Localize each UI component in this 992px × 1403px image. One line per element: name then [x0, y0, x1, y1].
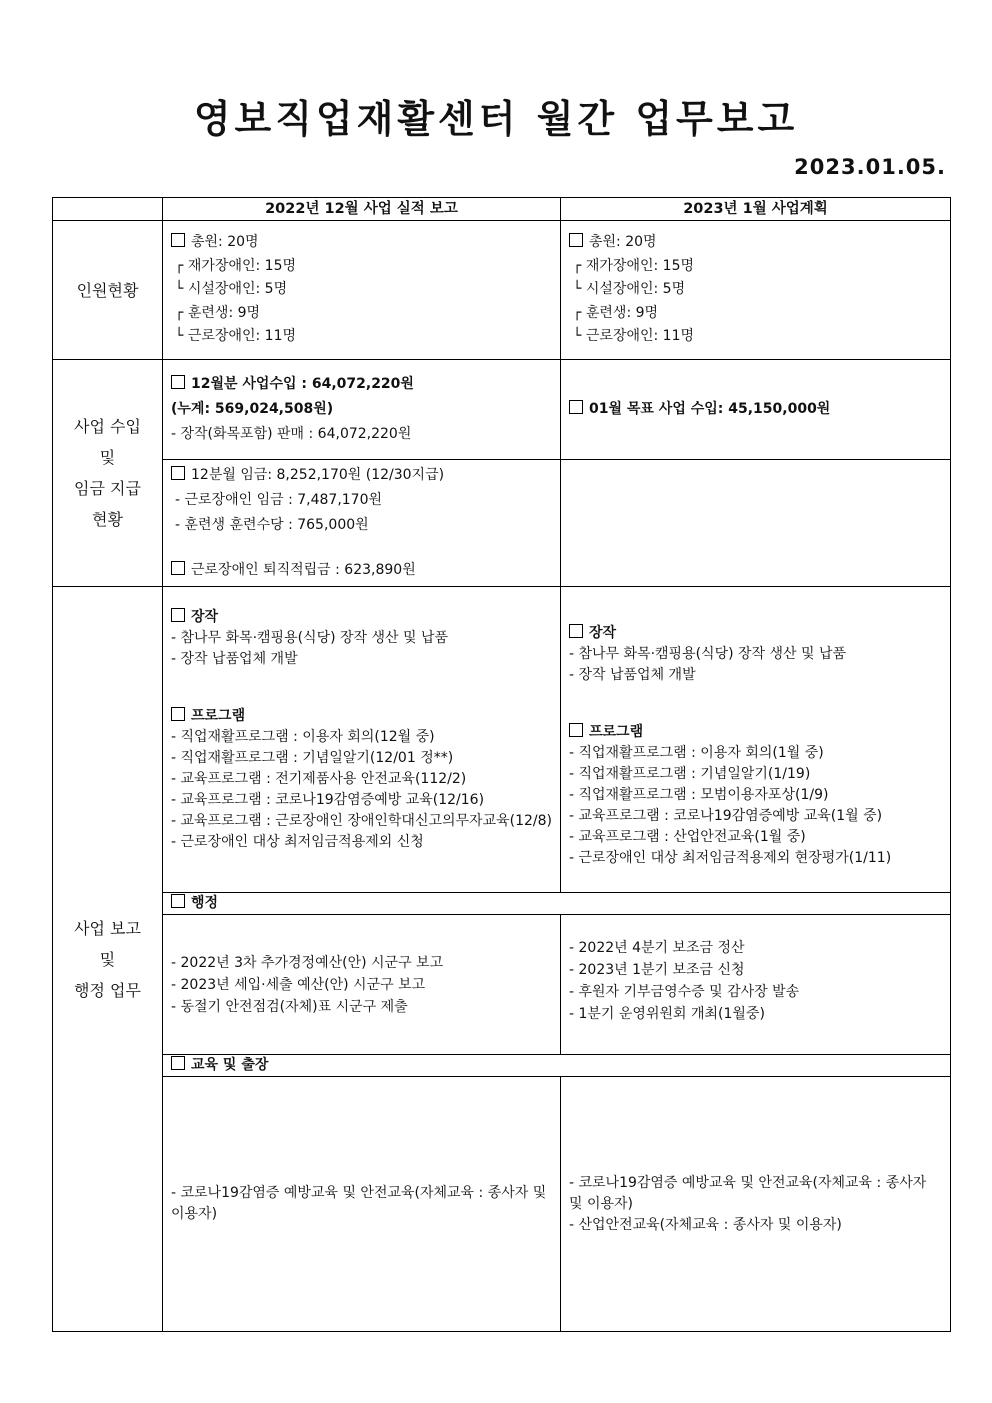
- report-table: [52, 197, 951, 1332]
- edu-title: 교육 및 출장: [191, 1057, 269, 1073]
- revenue-wage-row: [53, 460, 951, 587]
- program-item: - 교육프로그램 : 코로나19감염증예방 교육(1월 중): [569, 808, 883, 824]
- staff-plan-worker: └ 근로장애인: 11명: [573, 328, 695, 345]
- revenue-income-plan-cell: [561, 360, 951, 460]
- revenue-label: [53, 360, 163, 587]
- checkbox-icon: [171, 233, 185, 247]
- program-item: - 교육프로그램 : 근로장애인 장애인학대신고의무자교육(12/8): [171, 813, 552, 829]
- edu-item: - 산업안전교육(자체교육 : 종사자 및 이용자): [569, 1216, 842, 1233]
- program-item: - 직업재활프로그램 : 이용자 회의(12월 중): [171, 729, 435, 745]
- admin-item: - 2023년 1분기 보조금 신청: [569, 962, 745, 978]
- checkbox-icon: [569, 723, 583, 737]
- checkbox-icon: [171, 466, 185, 480]
- staff-report-home: ┌ 재가장애인: 15명: [175, 257, 297, 274]
- checkbox-icon: [171, 561, 185, 575]
- retirement-fund: 근로장애인 퇴직적립금 : 623,890원: [191, 562, 416, 578]
- admin-item: - 2022년 4분기 보조금 정산: [569, 940, 745, 956]
- revenue-label-line: 사업 수입: [74, 417, 141, 436]
- wage-trainee: - 훈련생 훈련수당 : 765,000원: [175, 517, 369, 533]
- admin-item: - 2023년 세입·세출 예산(안) 시군구 보고: [171, 976, 426, 993]
- staff-report-total: 총원: 20명: [191, 234, 259, 251]
- wage-total: 12분월 임금: 8,252,170원 (12/30지급): [191, 467, 445, 483]
- staff-report-facility: └ 시설장애인: 5명: [175, 281, 288, 298]
- revenue-wage-report-cell: [163, 460, 561, 587]
- header-empty: [53, 198, 163, 221]
- admin-header-row: [53, 893, 951, 915]
- staff-row: [53, 221, 951, 360]
- staff-report-cell: [163, 221, 561, 360]
- report-date: 2023.01.05.: [794, 155, 946, 179]
- staff-plan-home: ┌ 재가장애인: 15명: [573, 257, 695, 274]
- program-item: - 직업재활프로그램 : 기념일알기(12/01 정**): [171, 750, 454, 766]
- income-target: 01월 목표 사업 수입: 45,150,000원: [589, 401, 831, 417]
- income-total: 12월분 사업수입 : 64,072,220원: [191, 376, 414, 392]
- program-title: 프로그램: [589, 724, 644, 740]
- business-report-cell: [163, 587, 561, 893]
- checkbox-icon: [569, 233, 583, 247]
- header-plan: 2023년 1월 사업계획: [561, 198, 951, 221]
- revenue-label-line: 및: [99, 448, 116, 467]
- program-item: - 근로장애인 대상 최저임금적용제외 현장평가(1/11): [569, 850, 892, 866]
- business-label-line: 행정 업무: [74, 980, 141, 1000]
- admin-item: - 후원자 기부금영수증 및 감사장 발송: [569, 984, 800, 1000]
- staff-plan-trainee: ┌ 훈련생: 9명: [573, 304, 659, 321]
- admin-plan-cell: [561, 915, 951, 1055]
- revenue-income-report-cell: [163, 360, 561, 460]
- admin-row: [53, 915, 951, 1055]
- firewood-item: - 장작 납품업체 개발: [171, 651, 298, 667]
- edu-header-row: [53, 1055, 951, 1077]
- checkbox-icon: [171, 1056, 185, 1070]
- program-item: - 교육프로그램 : 코로나19감염증예방 교육(12/16): [171, 792, 485, 808]
- firewood-title: 장작: [191, 609, 219, 625]
- admin-item: - 2022년 3차 추가경정예산(안) 시군구 보고: [171, 954, 444, 971]
- firewood-title: 장작: [589, 625, 617, 641]
- staff-plan-total: 총원: 20명: [589, 234, 657, 251]
- page-title: 영보직업재활센터 월간 업무보고: [193, 96, 799, 141]
- checkbox-icon: [569, 624, 583, 638]
- business-plan-cell: [561, 587, 951, 893]
- business-label-line: 및: [99, 949, 116, 969]
- wage-worker: - 근로장애인 임금 : 7,487,170원: [175, 492, 383, 508]
- revenue-label-line: 현황: [92, 510, 123, 529]
- checkbox-icon: [171, 375, 185, 389]
- staff-label: 인원현황: [53, 221, 163, 360]
- edu-item: - 코로나19감염증 예방교육 및 안전교육(자체교육 : 종사자 및 이용자): [171, 1185, 547, 1222]
- admin-item: - 동절기 안전점검(자체)표 시군구 제출: [171, 998, 408, 1015]
- admin-item: - 1분기 운영위원회 개최(1월중): [569, 1006, 765, 1022]
- program-item: - 교육프로그램 : 전기제품사용 안전교육(112/2): [171, 771, 467, 787]
- income-firewood-sales: - 장작(화목포함) 판매 : 64,072,220원: [171, 426, 412, 442]
- program-title: 프로그램: [191, 708, 246, 724]
- program-item: - 교육프로그램 : 산업안전교육(1월 중): [569, 829, 806, 845]
- edu-plan-cell: [561, 1077, 951, 1332]
- firewood-item: - 장작 납품업체 개발: [569, 667, 696, 683]
- checkbox-icon: [171, 608, 185, 622]
- edu-report-cell: [163, 1077, 561, 1332]
- admin-report-cell: [163, 915, 561, 1055]
- checkbox-icon: [171, 707, 185, 721]
- staff-plan-facility: └ 시설장애인: 5명: [573, 281, 686, 298]
- program-item: - 직업재활프로그램 : 모범이용자포상(1/9): [569, 787, 829, 803]
- staff-report-worker: └ 근로장애인: 11명: [175, 328, 297, 345]
- staff-report-trainee: ┌ 훈련생: 9명: [175, 304, 261, 321]
- checkbox-icon: [171, 894, 185, 908]
- firewood-item: - 참나무 화목·캠핑용(식당) 장작 생산 및 납품: [171, 630, 449, 646]
- header-report: 2022년 12월 사업 실적 보고: [163, 198, 561, 221]
- revenue-wage-plan-cell: [561, 460, 951, 587]
- business-label: [53, 587, 163, 1332]
- edu-header-cell: [163, 1055, 951, 1077]
- staff-plan-cell: [561, 221, 951, 360]
- header-row: [53, 198, 951, 221]
- firewood-item: - 참나무 화목·캠핑용(식당) 장작 생산 및 납품: [569, 646, 847, 662]
- admin-header-cell: [163, 893, 951, 915]
- edu-item: - 코로나19감염증 예방교육 및 안전교육(자체교육 : 종사자 및 이용자): [569, 1174, 927, 1212]
- business-program-row: [53, 587, 951, 893]
- program-item: - 근로장애인 대상 최저임금적용제외 신청: [171, 834, 424, 850]
- business-label-line: 사업 보고: [74, 918, 141, 938]
- checkbox-icon: [569, 400, 583, 414]
- revenue-label-line: 임금 지급: [74, 479, 141, 498]
- admin-title: 행정: [191, 895, 219, 911]
- edu-row: [53, 1077, 951, 1332]
- revenue-income-row: [53, 360, 951, 460]
- program-item: - 직업재활프로그램 : 이용자 회의(1월 중): [569, 745, 824, 761]
- program-item: - 직업재활프로그램 : 기념일알기(1/19): [569, 766, 811, 782]
- income-cumulative: (누계: 569,024,508원): [171, 401, 334, 417]
